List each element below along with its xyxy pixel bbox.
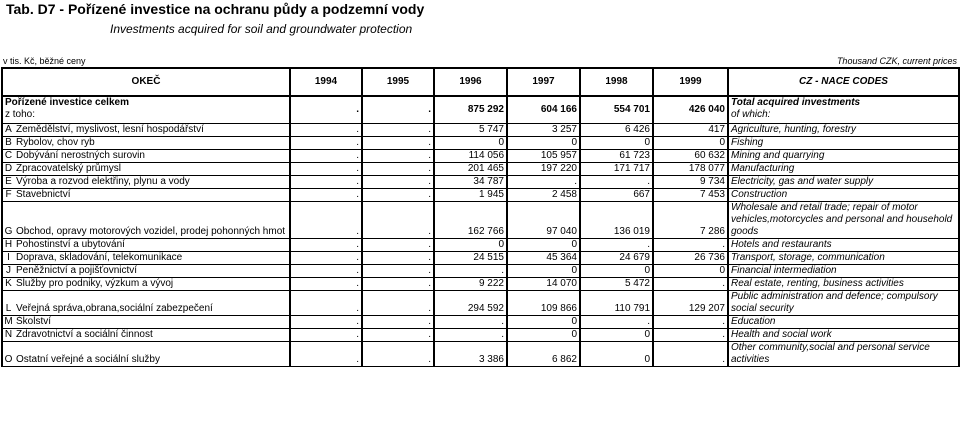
row-value: . <box>580 176 653 189</box>
row-name-en: Agriculture, hunting, forestry <box>728 124 959 137</box>
table-row <box>2 176 959 189</box>
row-name-cz: Zemědělství, myslivost, lesní hospodářství <box>14 124 290 137</box>
table-row <box>2 252 959 265</box>
row-value: 201 465 <box>434 163 507 176</box>
header-year: 1995 <box>362 68 434 96</box>
row-value: 26 736 <box>653 252 728 265</box>
row-value: 9 734 <box>653 176 728 189</box>
row-code: F <box>2 189 14 202</box>
header-year: 1994 <box>290 68 362 96</box>
total-label: Pořízené investice celkem <box>5 97 129 108</box>
row-value: 0 <box>507 265 580 278</box>
row-code: O <box>2 342 14 367</box>
row-name-cz: Peněžnictví a pojišťovnictví <box>14 265 290 278</box>
total-value: 554 701 <box>580 96 653 124</box>
row-value: . <box>362 202 434 239</box>
row-value: 0 <box>434 239 507 252</box>
row-value: . <box>653 342 728 367</box>
row-value: . <box>580 239 653 252</box>
total-name <box>2 96 290 124</box>
row-value: . <box>290 176 362 189</box>
total-sub-label: z toho: <box>5 109 36 120</box>
header-year: 1999 <box>653 68 728 96</box>
row-value: 0 <box>507 329 580 342</box>
header-okec: OKEČ <box>2 68 290 96</box>
row-value: . <box>290 163 362 176</box>
row-value: . <box>290 189 362 202</box>
row-value: . <box>653 278 728 291</box>
row-value: 7 286 <box>653 202 728 239</box>
row-value: 0 <box>434 137 507 150</box>
row-value: 14 070 <box>507 278 580 291</box>
row-code: J <box>2 265 14 278</box>
total-value: 875 292 <box>434 96 507 124</box>
row-value: . <box>290 316 362 329</box>
table-row <box>2 239 959 252</box>
row-value: 294 592 <box>434 291 507 316</box>
row-name-en: Transport, storage, communication <box>728 252 959 265</box>
total-value: 604 166 <box>507 96 580 124</box>
row-name-cz: Zpracovatelský průmysl <box>14 163 290 176</box>
row-value: . <box>434 329 507 342</box>
row-value: . <box>290 137 362 150</box>
header-year: 1998 <box>580 68 653 96</box>
table-row <box>2 137 959 150</box>
header-cz-nace: CZ - NACE CODES <box>728 68 959 96</box>
table-row <box>2 163 959 176</box>
row-value: 97 040 <box>507 202 580 239</box>
row-value: . <box>362 176 434 189</box>
row-name-en: Hotels and restaurants <box>728 239 959 252</box>
row-value: . <box>434 316 507 329</box>
row-value: 110 791 <box>580 291 653 316</box>
row-value: . <box>362 124 434 137</box>
table-row <box>2 278 959 291</box>
row-code: D <box>2 163 14 176</box>
row-name-cz: Pohostinství a ubytování <box>14 239 290 252</box>
row-value: 0 <box>507 239 580 252</box>
row-code: B <box>2 137 14 150</box>
row-code: A <box>2 124 14 137</box>
row-value: . <box>653 316 728 329</box>
row-value: . <box>290 239 362 252</box>
header-year: 1996 <box>434 68 507 96</box>
header-year: 1997 <box>507 68 580 96</box>
row-name-en: Wholesale and retail trade; repair of motor vehicles,motorcycles and personal and household goods <box>728 202 959 239</box>
table-row <box>2 316 959 329</box>
row-value: . <box>362 265 434 278</box>
row-code: K <box>2 278 14 291</box>
row-value: . <box>290 124 362 137</box>
row-name-cz: Rybolov, chov ryb <box>14 137 290 150</box>
row-value: 24 679 <box>580 252 653 265</box>
row-name-en: Manufacturing <box>728 163 959 176</box>
row-name-cz: Stavebnictví <box>14 189 290 202</box>
row-value: . <box>362 252 434 265</box>
row-value: 24 515 <box>434 252 507 265</box>
row-value: 197 220 <box>507 163 580 176</box>
row-value: 0 <box>507 137 580 150</box>
row-name-en: Financial intermediation <box>728 265 959 278</box>
row-value: 60 632 <box>653 150 728 163</box>
investment-table <box>1 67 960 367</box>
row-code: N <box>2 329 14 342</box>
row-code: I <box>2 252 14 265</box>
row-value: . <box>362 150 434 163</box>
row-code: L <box>2 291 14 316</box>
unit-note-cz: v tis. Kč, běžné ceny <box>3 56 86 66</box>
row-value: 45 364 <box>507 252 580 265</box>
row-value: . <box>362 137 434 150</box>
table-row <box>2 150 959 163</box>
row-name-en: Other community,social and personal service activities <box>728 342 959 367</box>
row-value: 0 <box>580 137 653 150</box>
table-row <box>2 291 959 316</box>
row-value: 0 <box>580 342 653 367</box>
row-name-en: Mining and quarrying <box>728 150 959 163</box>
total-en-label: Total acquired investments <box>731 97 861 108</box>
row-value: 114 056 <box>434 150 507 163</box>
row-value: . <box>653 329 728 342</box>
row-value: 61 723 <box>580 150 653 163</box>
row-code: G <box>2 202 14 239</box>
row-value: 129 207 <box>653 291 728 316</box>
table-row <box>2 265 959 278</box>
table-row <box>2 189 959 202</box>
row-value: . <box>362 278 434 291</box>
row-name-cz: Služby pro podniky, výzkum a vývoj <box>14 278 290 291</box>
row-value: . <box>290 278 362 291</box>
table-row <box>2 329 959 342</box>
row-name-en: Electricity, gas and water supply <box>728 176 959 189</box>
row-value: 417 <box>653 124 728 137</box>
row-value: . <box>290 342 362 367</box>
total-value: 426 040 <box>653 96 728 124</box>
row-value: . <box>580 316 653 329</box>
header-row <box>2 68 959 96</box>
row-name-en: Construction <box>728 189 959 202</box>
row-value: 178 077 <box>653 163 728 176</box>
table-row <box>2 342 959 367</box>
row-name-cz: Výroba a rozvod elektřiny, plynu a vody <box>14 176 290 189</box>
row-value: 5 747 <box>434 124 507 137</box>
total-en-sub: of which: <box>731 109 771 120</box>
row-name-en: Fishing <box>728 137 959 150</box>
row-value: . <box>507 176 580 189</box>
row-value: . <box>362 163 434 176</box>
row-value: 6 862 <box>507 342 580 367</box>
row-name-en: Public administration and defence; compulsory social security <box>728 291 959 316</box>
row-name-en: Education <box>728 316 959 329</box>
row-value: 7 453 <box>653 189 728 202</box>
row-value: . <box>653 239 728 252</box>
row-value: . <box>362 316 434 329</box>
row-value: 136 019 <box>580 202 653 239</box>
row-name-cz: Dobývání nerostných surovin <box>14 150 290 163</box>
row-value: 34 787 <box>434 176 507 189</box>
row-value: 667 <box>580 189 653 202</box>
row-name-en: Real estate, renting, business activities <box>728 278 959 291</box>
row-value: 9 222 <box>434 278 507 291</box>
row-value: 105 957 <box>507 150 580 163</box>
row-value: . <box>362 239 434 252</box>
row-value: 0 <box>507 316 580 329</box>
row-value: 109 866 <box>507 291 580 316</box>
row-value: 1 945 <box>434 189 507 202</box>
row-name-en: Health and social work <box>728 329 959 342</box>
row-name-cz: Zdravotnictví a sociální činnost <box>14 329 290 342</box>
row-value: . <box>290 291 362 316</box>
row-value: . <box>290 252 362 265</box>
row-value: 0 <box>653 265 728 278</box>
row-value: 2 458 <box>507 189 580 202</box>
row-value: . <box>290 329 362 342</box>
table-title: Tab. D7 - Pořízené investice na ochranu půdy a podzemní vody <box>6 1 425 17</box>
row-value: . <box>290 202 362 239</box>
row-name-cz: Školství <box>14 316 290 329</box>
row-value: 162 766 <box>434 202 507 239</box>
table-row <box>2 124 959 137</box>
row-value: 6 426 <box>580 124 653 137</box>
row-name-cz: Ostatní veřejné a sociální služby <box>14 342 290 367</box>
total-value: . <box>290 96 362 124</box>
row-value: . <box>290 265 362 278</box>
table-row <box>2 202 959 239</box>
row-value: 0 <box>580 265 653 278</box>
table-subtitle: Investments acquired for soil and groundwater protection <box>110 22 413 36</box>
row-value: 0 <box>580 329 653 342</box>
row-value: . <box>434 265 507 278</box>
row-code: H <box>2 239 14 252</box>
row-value: . <box>362 189 434 202</box>
row-value: . <box>362 291 434 316</box>
row-value: . <box>362 342 434 367</box>
unit-note-en: Thousand CZK, current prices <box>836 56 957 66</box>
total-value: . <box>362 96 434 124</box>
row-value: 5 472 <box>580 278 653 291</box>
row-value: 0 <box>653 137 728 150</box>
total-en <box>728 96 959 124</box>
row-code: E <box>2 176 14 189</box>
row-value: . <box>362 329 434 342</box>
row-name-cz: Veřejná správa,obrana,sociální zabezpečení <box>14 291 290 316</box>
row-code: C <box>2 150 14 163</box>
row-code: M <box>2 316 14 329</box>
total-row <box>2 96 959 124</box>
row-value: . <box>290 150 362 163</box>
row-value: 3 386 <box>434 342 507 367</box>
row-name-cz: Doprava, skladování, telekomunikace <box>14 252 290 265</box>
row-value: 171 717 <box>580 163 653 176</box>
row-name-cz: Obchod, opravy motorových vozidel, prodej pohonných hmot <box>14 202 290 239</box>
row-value: 3 257 <box>507 124 580 137</box>
